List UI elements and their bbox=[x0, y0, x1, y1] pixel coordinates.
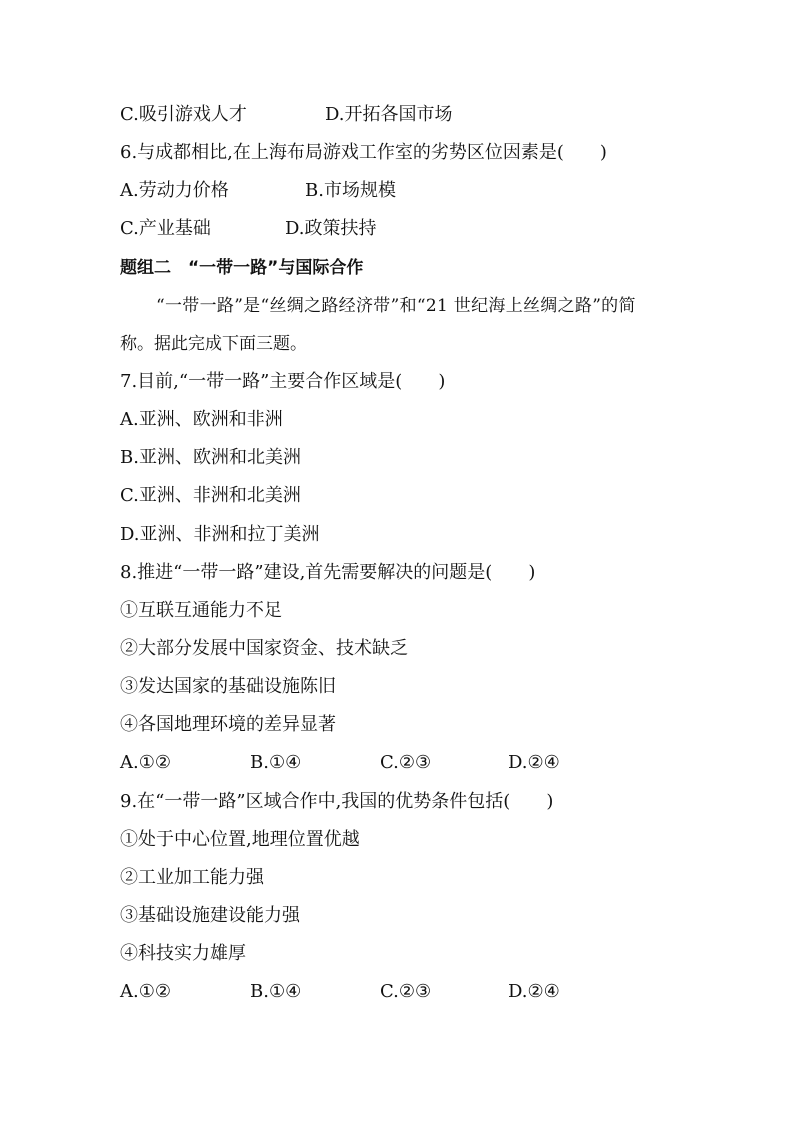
page-content bbox=[120, 96, 680, 1011]
q7-option-b: B.亚洲、欧洲和北美洲 bbox=[120, 447, 301, 469]
q6-option-b: B.市场规模 bbox=[305, 180, 396, 202]
q8-item-1: ①互联互通能力不足 bbox=[120, 599, 282, 621]
q8-option-d: D.②④ bbox=[508, 752, 560, 774]
q6-option-d: D.政策扶持 bbox=[285, 218, 377, 240]
q8-stem: 8.推进“一带一路”建设,首先需要解决的问题是( ) bbox=[120, 561, 536, 583]
q7-stem: 7.目前,“一带一路”主要合作区域是( ) bbox=[120, 370, 446, 392]
q6-option-a: A.劳动力价格 bbox=[120, 180, 229, 202]
q6-options-row-1 bbox=[120, 172, 680, 210]
group2-intro-line-1: “一带一路”是“丝绸之路经济带”和“21 世纪海上丝绸之路”的简 bbox=[156, 295, 636, 316]
q8-item-3: ③发达国家的基础设施陈旧 bbox=[120, 676, 336, 698]
q9-options-row bbox=[120, 973, 680, 1011]
q7-option-c: C.亚洲、非洲和北美洲 bbox=[120, 485, 301, 507]
q9-item-1: ①处于中心位置,地理位置优越 bbox=[120, 828, 360, 850]
q5-option-c: C.吸引游戏人才 bbox=[120, 104, 247, 125]
q5-option-d: D.开拓各国市场 bbox=[325, 104, 453, 125]
q7-option-d: D.亚洲、非洲和拉丁美洲 bbox=[120, 523, 320, 545]
q8-option-a: A.①② bbox=[120, 752, 171, 774]
group2-heading: 题组二 “一带一路”与国际合作 bbox=[120, 257, 364, 278]
q9-stem: 9.在“一带一路”区域合作中,我国的优势条件包括( ) bbox=[120, 790, 554, 812]
q9-item-2: ②工业加工能力强 bbox=[120, 866, 264, 888]
q8-option-b: B.①④ bbox=[250, 752, 302, 774]
q8-item-2: ②大部分发展中国家资金、技术缺乏 bbox=[120, 637, 408, 659]
q8-option-c: C.②③ bbox=[380, 752, 432, 774]
q8-options-row bbox=[120, 744, 680, 782]
q6-option-c: C.产业基础 bbox=[120, 218, 211, 240]
q9-option-c: C.②③ bbox=[380, 981, 432, 1003]
q6-stem: 6.与成都相比,在上海布局游戏工作室的劣势区位因素是( ) bbox=[120, 142, 607, 164]
q9-option-a: A.①② bbox=[120, 981, 171, 1003]
q7-option-a: A.亚洲、欧洲和非洲 bbox=[120, 409, 283, 431]
q6-options-row-2 bbox=[120, 210, 680, 248]
q9-item-3: ③基础设施建设能力强 bbox=[120, 904, 300, 926]
q5-options-row bbox=[120, 96, 680, 134]
group2-intro-line-2: 称。据此完成下面三题。 bbox=[120, 333, 307, 354]
q9-option-d: D.②④ bbox=[508, 981, 560, 1003]
q9-item-4: ④科技实力雄厚 bbox=[120, 943, 246, 965]
q9-option-b: B.①④ bbox=[250, 981, 302, 1003]
q8-item-4: ④各国地理环境的差异显著 bbox=[120, 714, 336, 736]
